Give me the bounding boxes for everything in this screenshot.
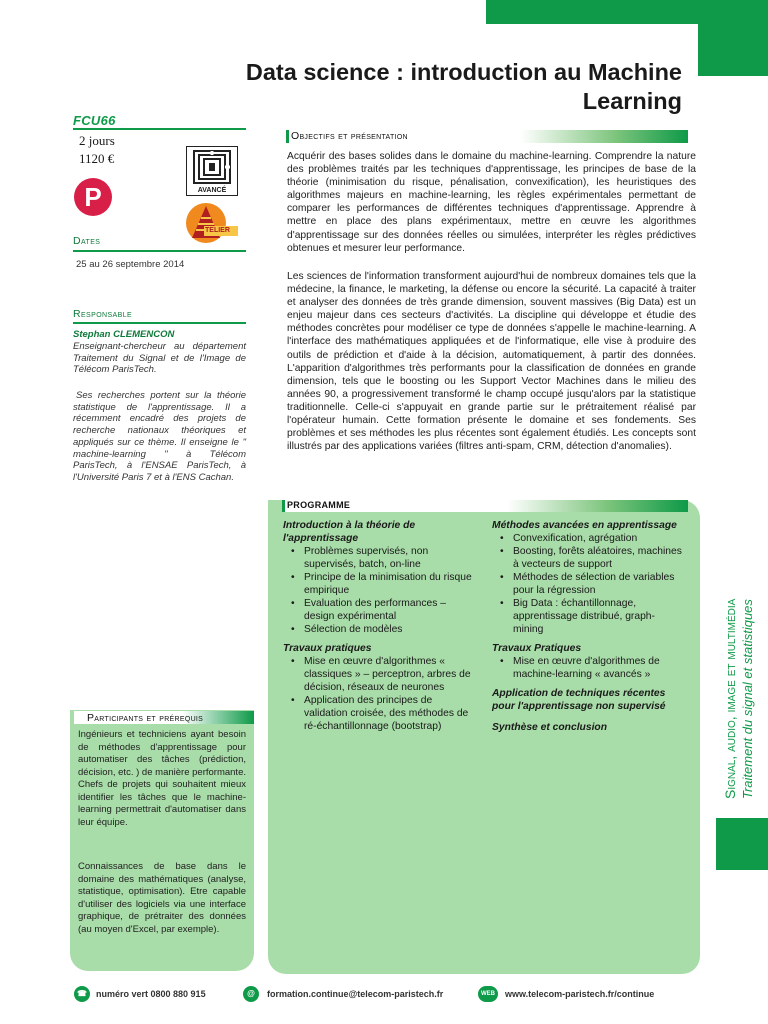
programme-subheading: Introduction à la théorie de l'apprentissage: [283, 520, 416, 544]
programme-left-column: [283, 519, 473, 739]
course-duration: 2 jours: [79, 133, 115, 148]
email-icon: @: [243, 986, 259, 1002]
list-item: • Evaluation des performances – design expérimental: [283, 597, 473, 623]
footer-web-link[interactable]: www.telecom-paristech.fr/continue: [505, 989, 655, 999]
programme-list: [492, 655, 682, 681]
list-item: • Méthodes de sélection de variables pour la régression: [492, 571, 682, 597]
side-category-line2: Traitement du signal et statistiques: [740, 599, 755, 799]
programme-subheading: Synthèse et conclusion: [492, 722, 608, 733]
participants-audience: Ingénieurs et techniciens ayant besoin de méthodes d'apprentissage pour automatiser des tâches (prédiction, décision, etc. ) de manière performante. Chefs de projets qui souhaitent mieux identifier les tâches que le machine-learning permettrait d'automatiser dans leur équipe.: [78, 729, 246, 828]
dates-heading: Dates: [73, 235, 101, 247]
list-item: • Convexification, agrégation: [492, 532, 682, 545]
objectifs-paragraph-2: Les sciences de l'information transforment aujourd'hui de nombreux domaines tels que la médecine, la finance, le marketing, la défense ou encore la sécurité. La capacité à traiter et analyser des données de très grande dimension, souvent massives (Big Data) est un enjeu majeur dans ces secteurs d'activités. La discipline qui développe et étudie des méthodes concrètes pour modéliser ce type de données s'appelle le machine-learning. A l'interface des mathématiques appliquées et de l'informatique, elle vise à produire des outils de prédiction et d'aide à la décision, automatiquement, à partir des données. L'apparition d'algorithmes très performants pour la classification de données en grande dimension, tels que le boosting ou les Support Vector Machines dans le milieu des années 90, a progressivement transformé le champ occupé jusqu'alors par la statistique traditionnelle. Celle-ci s'appuyait en grande partie sur le prétraitement réalisé par l'opérateur humain. Cette formation présente le domaine et ses fondements. Ses problèmes et ses méthodes les plus récentes sont également étudiés. Les concepts sont illustrés par des applications variées (filtres anti-spam, CRM, détection d'anomalies).: [287, 271, 696, 453]
code-divider: [73, 128, 246, 130]
atelier-label: TELIER: [205, 227, 230, 234]
programme-list: [283, 655, 473, 733]
course-price: 1120 €: [79, 151, 115, 166]
side-category-label: [722, 539, 756, 799]
responsable-research: Ses recherches portent sur la théorie statistique de l'apprentissage. Il a récemment encadré des projets de recherche nationaux théoriques et appliqués sur ce thème. Il enseigne le " machine-learning " à Télécom ParisTech, à l'ENSAE ParisTech, à l'Université Paris 7 et à l'ENS Cachan.: [73, 390, 246, 483]
dates-value: 25 au 26 septembre 2014: [76, 259, 185, 270]
list-item: • Boosting, forêts aléatoires, machines à vecteurs de support: [492, 545, 682, 571]
programme-list: [492, 532, 682, 636]
programme-right-column: [492, 519, 682, 734]
programme-subheading: Travaux Pratiques: [492, 643, 582, 654]
maze-icon: [193, 150, 231, 184]
list-item: • Principe de la minimisation du risque empirique: [283, 571, 473, 597]
dates-divider: [73, 250, 246, 252]
footer-phone: numéro vert 0800 880 915: [96, 989, 206, 999]
responsable-bio: Enseignant-chercheur au département Traitement du Signal et de l'Image de Télécom ParisTech.: [73, 341, 246, 376]
right-green-tab: [698, 24, 768, 76]
participants-heading: Participants et prérequis: [87, 712, 204, 724]
level-badge: [186, 146, 238, 196]
side-category-line1: Signal, audio, image et multimédia: [722, 598, 738, 799]
phone-icon: ☎: [74, 986, 90, 1002]
page-title: Data science : introduction au Machine Learning: [245, 59, 682, 114]
list-item: • Big Data : échantillonnage, apprentissage distribué, graph-mining: [492, 597, 682, 636]
participants-prerequisites: Connaissances de base dans le domaine des mathématiques (analyse, statistique, optimisation). Etre capable d'utiliser des logiciels via une interface graphique, de prétraiter des données (au moyen d'Excel, par exemple).: [78, 861, 246, 935]
responsable-heading: Responsable: [73, 308, 133, 320]
footer-email-link[interactable]: formation.continue@telecom-paristech.fr: [267, 989, 444, 999]
list-item: • Mise en œuvre d'algorithmes « classiques » – perceptron, arbres de décision, réseaux de neurones: [283, 655, 473, 694]
programme-list: [283, 545, 473, 636]
programme-subheading: Méthodes avancées en apprentissage: [492, 520, 677, 531]
p-badge-icon: P: [74, 178, 112, 216]
list-item: • Problèmes supervisés, non supervisés, batch, on-line: [283, 545, 473, 571]
atelier-badge: [184, 202, 240, 244]
responsable-divider: [73, 322, 246, 324]
list-item: • Sélection de modèles: [283, 623, 473, 636]
atelier-icon: [184, 202, 240, 244]
objectifs-heading: Objectifs et présentation: [291, 130, 408, 142]
list-item: • Mise en œuvre d'algorithmes de machine-learning « avancés »: [492, 655, 682, 681]
level-label: AVANCÉ: [197, 187, 227, 194]
course-code: FCU66: [73, 113, 116, 128]
side-green-tab: [716, 818, 768, 870]
programme-heading: PROGRAMME: [287, 500, 351, 510]
responsable-name: Stephan CLEMENCON: [73, 329, 175, 340]
web-icon: WEB: [478, 986, 498, 1002]
list-item: • Application des principes de validation croisée, des méthodes de ré-échantillonnage (bootstrap): [283, 694, 473, 733]
programme-subheading: Application de techniques récentes pour l'apprentissage non supervisé: [492, 688, 666, 712]
top-green-tab: [486, 0, 768, 24]
programme-subheading: Travaux pratiques: [283, 643, 372, 654]
objectifs-paragraph-1: Acquérir des bases solides dans le domaine du machine-learning. Comprendre la nature des problèmes traités par les techniques d'apprentissage, les principes de base de la théorie (minimisation du risque, pénalisation, convexification), les heuristiques des algorithmes majeurs en machine-learning, les règles expérimentales permettant de comparer les performances de différentes techniques d'apprentissage. Apprendre à mettre en place des plans expérimentaux, mettre en œuvre les algorithmes d'apprentissage sur des données réelles ou simulées, interpréter les règles prédictives obtenues et mesurer leur performance.: [287, 151, 696, 254]
